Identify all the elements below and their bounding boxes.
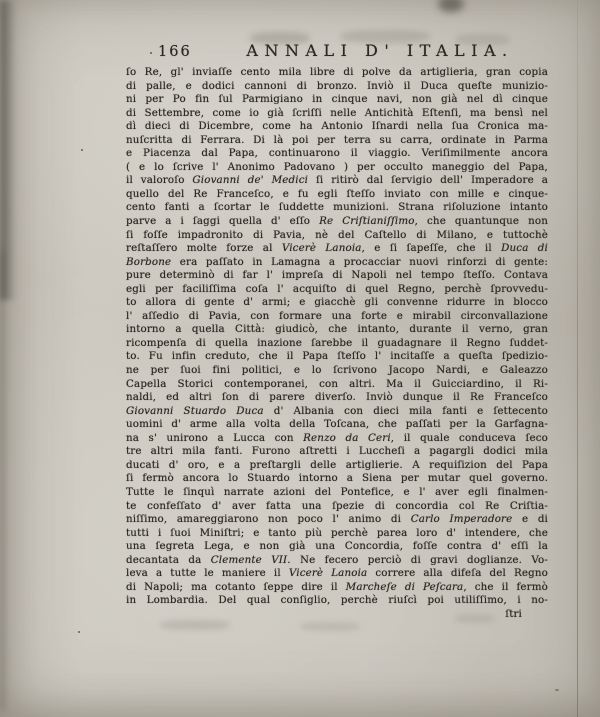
text-line: dì dieci di Dicembre, come ha Antonio Iſnardi nella ſua Cronica ma-: [126, 120, 548, 133]
text-line: Giovanni Stuardo Duca d' Albania con dieci mila fanti e ſettecento: [126, 404, 548, 417]
page-number: 166: [158, 44, 192, 60]
page-title: ANNALI D' ITALIA.: [246, 41, 514, 60]
text-line: e Piacenza dal Papa, continuarono il viaggio. Veriſimilmente ancora: [126, 147, 548, 160]
text-line: Tutte le ſinquì narrate azioni del Pontefice, e l' aver egli finalmen-: [126, 485, 548, 498]
text-line: intorno a quella Città: giudicò, che intanto, durante il verno, gran: [126, 323, 548, 336]
text-line: ducati d' oro, e a preſtargli delle artiglierie. A requiſizion del Papa: [126, 458, 548, 471]
text-line: ſi fermò ancora lo Stuardo intorno a Siena per mutar quel governo.: [126, 472, 548, 485]
text-line: cento fanti a ſcortar le ſuddette munizioni. Strana riſoluzione intanto: [126, 201, 548, 214]
text-line: nuſcritta di Ferrara. Di là poi per terra su carra, ordinate in Parma: [126, 133, 548, 146]
page-gutter-shadow-lower: [0, 250, 8, 710]
text-line: ricompenſa di quella inazione ſarebbe il guadagnare il Regno ſuddet-: [126, 336, 548, 349]
text-line: to allora di gente d' armi; e giacchè gli convenne ridurre in blocco: [126, 296, 548, 309]
text-line: leva a tutte le maniere il Vicerè Lanoia correre alla difeſa del Regno: [126, 567, 548, 580]
text-line: reſtaſſero molte forze al Vicerè Lanoia, e ſi ſapeſſe, che il Duca di: [126, 242, 548, 255]
page-edge-line: [577, 0, 578, 717]
text-line: tre altri mila fanti. Furono aſtretti i Luccheſi a pagargli dodici mila: [126, 445, 548, 458]
text-line: pure determinò di far l' impreſa di Napoli nel tempo ſteſſo. Contava: [126, 269, 548, 282]
text-line: quello del Re Franceſco, e fu egli ſteſſo inviato con mille e cinque-: [126, 187, 548, 200]
text-line: una ſegreta Lega, e non già una Concordia, foſſe contra d' eſſi la: [126, 540, 548, 553]
text-line: Borbone era paſſato in Lamagna a procacciar nuovi rinforzi di gente:: [126, 255, 548, 268]
text-line: Capella Storici contemporanei, con altri. Ma il Guicciardino, il Ri-: [126, 377, 548, 390]
body-text: [126, 66, 548, 608]
text-line: il valoroſo Giovanni de' Medici ſi ritirò dal ſervigio dell' Imperadore a: [126, 174, 548, 187]
running-head: [126, 40, 548, 62]
dust-speck: [555, 689, 559, 691]
text-line: ni per Po fin ſul Parmigiano in cinque navi, non già nel dì cinque: [126, 93, 548, 106]
text-line: ſo Re, gl' inviaſſe cento mila libre di polve da artiglieria, gran copia: [126, 66, 548, 78]
text-line: na s' unirono a Lucca con Renzo da Ceri, il quale conduceva ſeco: [126, 431, 548, 444]
text-line: decantata da Clemente VII. Ne fecero perciò di gravi doglianze. Vo-: [126, 553, 548, 566]
catchword: ſtri: [505, 608, 522, 620]
text-line: di palle, e dodici cannoni di bronzo. Inviò il Duca queſte munizio-: [126, 79, 548, 92]
text-line: ſi foſſe impadronito di Pavia, nè del Caſtello di Milano, e tuttochè: [126, 228, 548, 241]
text-line: tutti i ſuoi Miniſtri; e tanto più perchè parea loro d' intendere, che: [126, 526, 548, 539]
text-line: l' aſſedio di Pavia, con formare una forte e mirabil circonvallazione: [126, 309, 548, 322]
text-line: to. Fu infin creduto, che il Papa ſteſſo l' incitaſſe a queſta ſpedizio-: [126, 350, 548, 363]
text-line: di Settembre, come io già ſcriſſi nelle Antichità Eſtenſi, ma bensì nel: [126, 106, 548, 119]
text-line: niſſimo, amareggiarono non poco l' animo di Carlo Imperadore e di: [126, 513, 548, 526]
text-line: egli per faciliſſima coſa l' acquiſto di quel Regno, perchè ſprovvedu-: [126, 282, 548, 295]
text-line: in Lombardia. Del qual conſiglio, perchè riuſcì poi utiliſſimo, i no-: [126, 594, 548, 607]
dust-speck: [78, 631, 80, 633]
text-line: parve a i ſaggi quella d' eſſo Re Criſtianiſſimo, che quantunque non: [126, 215, 548, 228]
text-line: ( e lo ſcrive l' Anonimo Padovano ) per occulto maneggio del Papa,: [126, 160, 548, 173]
text-line: te confeſſato d' aver fatta una ſpezie di concordia col Re Criſtia-: [126, 499, 548, 512]
dust-speck: [81, 149, 83, 151]
text-line: naldi, ed altri ſon di parere diverſo. Inviò dunque il Re Franceſco: [126, 391, 548, 404]
text-line: uomini d' arme alla volta della Toſcana, che paſſati per la Garfagna-: [126, 418, 548, 431]
bleed-through-mark: [300, 622, 360, 631]
text-line: ne per ſuoi fini politici, e lo ſcrivono Jacopo Nardi, e Galeazzo: [126, 364, 548, 377]
text-line: di Napoli; ma cotanto ſeppe dire il Marcheſe di Peſcara, che il fermò: [126, 580, 549, 593]
